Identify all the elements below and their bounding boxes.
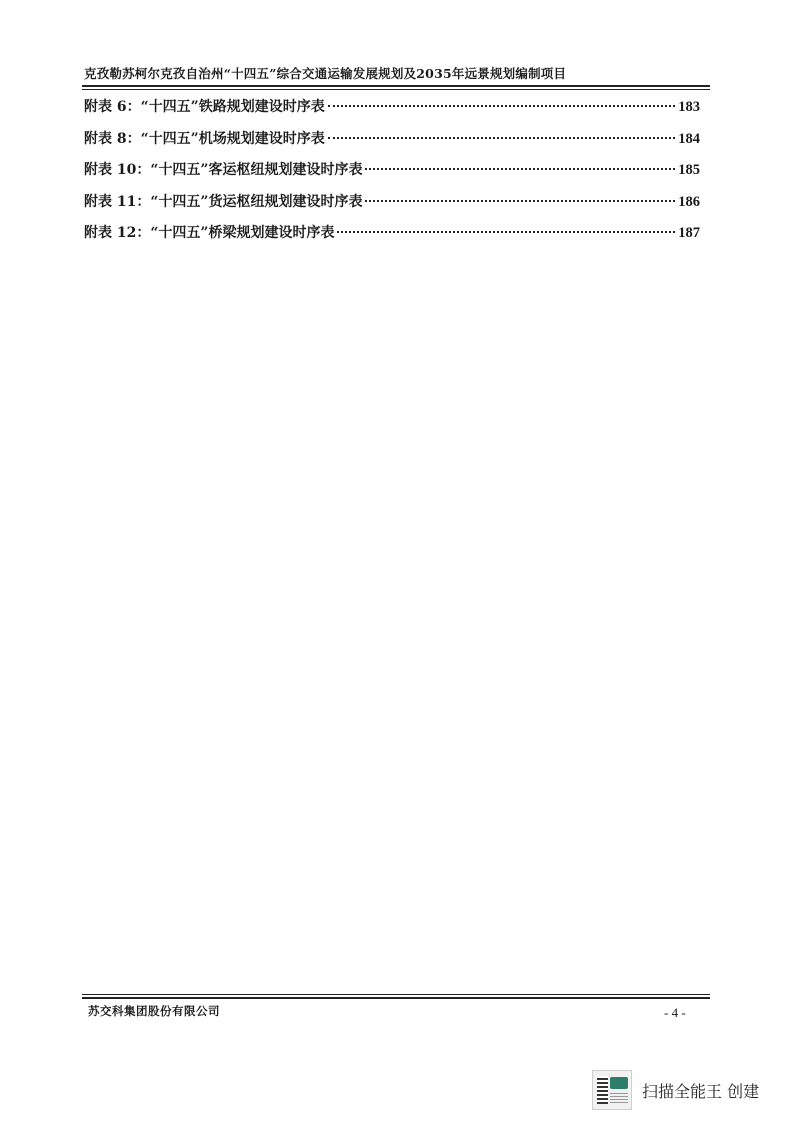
toc-entry-page: 185 — [678, 162, 700, 178]
scanner-watermark — [592, 1070, 759, 1110]
toc-entry[interactable] — [84, 124, 700, 156]
header-rule-secondary — [82, 89, 710, 90]
toc-leader-dots — [365, 168, 675, 170]
toc-leader-dots — [337, 231, 675, 233]
table-of-contents — [84, 92, 700, 250]
toc-entry[interactable] — [84, 218, 700, 250]
toc-entry-label: 附表 10：“十四五”客运枢纽规划建设时序表 — [84, 162, 363, 178]
toc-entry-page: 186 — [678, 193, 700, 210]
toc-entry-label: 附表 6：“十四五”铁路规划建设时序表 — [84, 99, 325, 115]
toc-leader-dots — [365, 200, 675, 202]
watermark-text: 扫描全能王 创建 — [642, 1081, 760, 1101]
toc-leader-dots — [328, 137, 676, 139]
toc-leader-dots — [328, 105, 676, 107]
toc-entry[interactable] — [84, 155, 700, 187]
toc-entry-label: 附表 8：“十四五”机场规划建设时序表 — [84, 130, 325, 147]
page-number: - 4 - — [664, 1005, 686, 1020]
toc-entry-page: 183 — [678, 99, 700, 115]
toc-entry-label: 附表 11：“十四五”货运枢纽规划建设时序表 — [84, 193, 363, 210]
toc-entry[interactable] — [84, 92, 700, 124]
toc-entry-page: 184 — [678, 130, 700, 147]
header-title: 克孜勒苏柯尔克孜自治州“十四五”综合交通运输发展规划及2035年远景规划编制项目 — [84, 66, 567, 81]
toc-entry-page: 187 — [678, 225, 700, 241]
footer-rule — [82, 994, 710, 995]
header-rule — [82, 85, 710, 87]
camscanner-logo-icon — [592, 1070, 632, 1110]
footer-rule-secondary — [82, 997, 710, 999]
toc-entry-label: 附表 12：“十四五”桥梁规划建设时序表 — [84, 225, 335, 241]
toc-entry[interactable] — [84, 187, 700, 219]
footer-company-name: 苏交科集团股份有限公司 — [88, 1004, 220, 1018]
